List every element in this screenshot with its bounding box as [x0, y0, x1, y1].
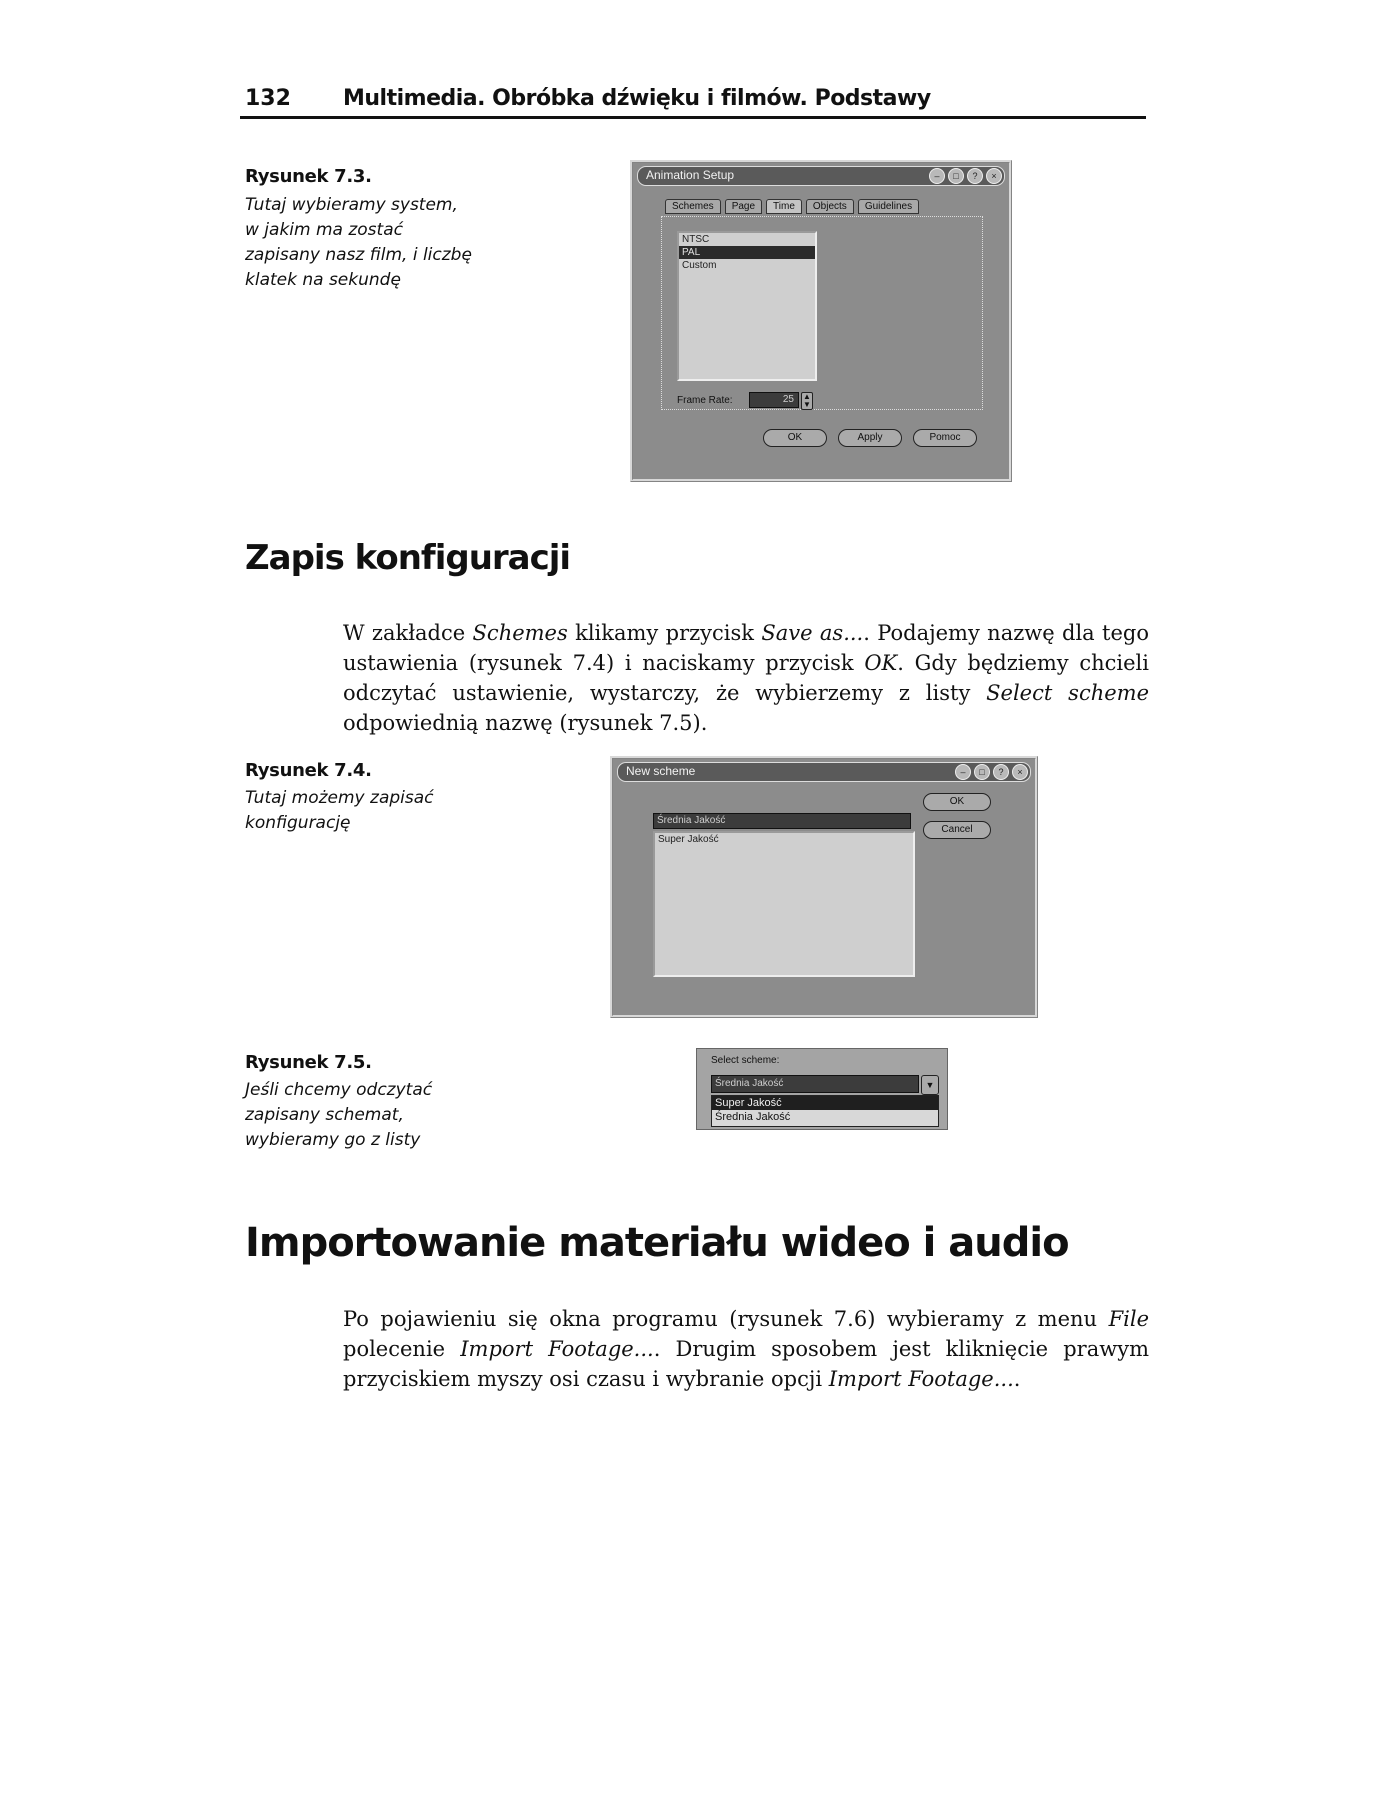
section2-paragraph: [343, 1304, 1149, 1394]
section-heading: Zapis konfiguracji: [245, 538, 571, 578]
emphasis: Save as...: [761, 621, 864, 645]
dropdown-option[interactable]: Średnia Jakość: [715, 1111, 791, 1123]
emphasis: Schemes: [472, 621, 568, 645]
dropdown-arrow-icon[interactable]: ▼: [921, 1075, 939, 1095]
ok-button[interactable]: OK: [923, 793, 991, 811]
figure-7-4-label: Rysunek 7.4.: [245, 760, 372, 781]
tab-guidelines[interactable]: Guidelines: [858, 199, 919, 214]
tab-page[interactable]: Page: [725, 199, 762, 214]
maximize-icon[interactable]: □: [974, 764, 990, 780]
list-item[interactable]: Super Jakość: [658, 834, 719, 845]
animation-setup-dialog: [630, 160, 1012, 482]
video-system-list[interactable]: [677, 231, 817, 381]
text-run: odpowiednią nazwę (rysunek 7.5).: [343, 711, 708, 735]
list-item-selected[interactable]: PAL: [679, 246, 815, 259]
section1-paragraph: [343, 618, 1149, 738]
figure-7-5-label: Rysunek 7.5.: [245, 1052, 372, 1073]
close-icon[interactable]: ×: [1012, 764, 1028, 780]
select-scheme-label: Select scheme:: [711, 1055, 780, 1066]
help-icon[interactable]: ?: [993, 764, 1009, 780]
tab-strip: [665, 199, 919, 214]
window-controls: [955, 764, 1028, 780]
running-header-title: Multimedia. Obróbka dźwięku i filmów. Podstawy: [343, 86, 931, 111]
cancel-button[interactable]: Cancel: [923, 821, 991, 839]
text-run: klikamy przycisk: [567, 621, 762, 645]
close-icon[interactable]: ×: [986, 168, 1002, 184]
scheme-list[interactable]: [653, 831, 915, 977]
list-item[interactable]: NTSC: [682, 234, 710, 245]
dialog-title: New scheme: [626, 764, 696, 778]
section-heading: Importowanie materiału wideo i audio: [245, 1220, 1069, 1266]
maximize-icon[interactable]: □: [948, 168, 964, 184]
dialog-title: Animation Setup: [646, 168, 735, 182]
figure-7-3-caption: Tutaj wybieramy system, w jakim ma zostać zapisany nasz film, i liczbę klatek na sekundę: [245, 195, 472, 290]
emphasis: OK: [864, 651, 898, 675]
minimize-icon[interactable]: –: [955, 764, 971, 780]
tab-time[interactable]: Time: [766, 199, 802, 214]
tab-schemes[interactable]: Schemes: [665, 199, 721, 214]
apply-button[interactable]: Apply: [838, 429, 902, 447]
dialog-titlebar: [617, 762, 1031, 782]
dropdown-options[interactable]: [711, 1095, 939, 1127]
text-run: . Podajemy nazwę dla tego ustawienia (rysunek 7.4) i naciskamy przycisk: [343, 621, 1149, 675]
text-run: polecenie: [343, 1337, 461, 1361]
header-rule: [240, 116, 1146, 119]
minimize-icon[interactable]: –: [929, 168, 945, 184]
new-scheme-dialog: [610, 756, 1038, 1018]
text-run: . Gdy będziemy chcieli odczytać ustawienie, wystarczy, że wybierzemy z listy: [343, 651, 1149, 705]
list-item[interactable]: Custom: [682, 260, 717, 271]
emphasis: Import Footage...: [460, 1337, 654, 1361]
figure-7-5-caption: Jeśli chcemy odczytać zapisany schemat, wybieramy go z listy: [245, 1080, 433, 1150]
scheme-name-input[interactable]: Średnia Jakość: [653, 813, 911, 829]
emphasis: Select scheme: [986, 681, 1149, 705]
emphasis: Import Footage...: [828, 1367, 1014, 1391]
text-run: .: [1013, 1367, 1021, 1391]
page-number: 132: [245, 86, 291, 111]
figure-7-3-label: Rysunek 7.3.: [245, 166, 372, 187]
figure-7-4-caption: Tutaj możemy zapisać konfigurację: [245, 788, 434, 833]
help-button[interactable]: Pomoc: [913, 429, 977, 447]
dropdown-option-selected[interactable]: Super Jakość: [712, 1096, 938, 1110]
tab-objects[interactable]: Objects: [806, 199, 854, 214]
help-icon[interactable]: ?: [967, 168, 983, 184]
spin-arrows-icon[interactable]: ▲ ▼: [801, 392, 813, 410]
text-run: . Drugim sposobem jest kliknięcie prawym przyciskiem myszy osi czasu i wybranie opcji: [343, 1337, 1149, 1391]
frame-rate-input[interactable]: 25: [749, 392, 799, 408]
scheme-dropdown[interactable]: Średnia Jakość: [711, 1075, 919, 1093]
frame-rate-label: Frame Rate:: [677, 395, 733, 406]
select-scheme-widget: [696, 1048, 948, 1130]
window-controls: [929, 168, 1002, 184]
text-run: Po pojawieniu się okna programu (rysunek 7.6) wybieramy z menu: [343, 1307, 1109, 1331]
emphasis: File: [1108, 1307, 1149, 1331]
ok-button[interactable]: OK: [763, 429, 827, 447]
text-run: W zakładce: [343, 621, 466, 645]
dialog-titlebar: [637, 166, 1005, 186]
